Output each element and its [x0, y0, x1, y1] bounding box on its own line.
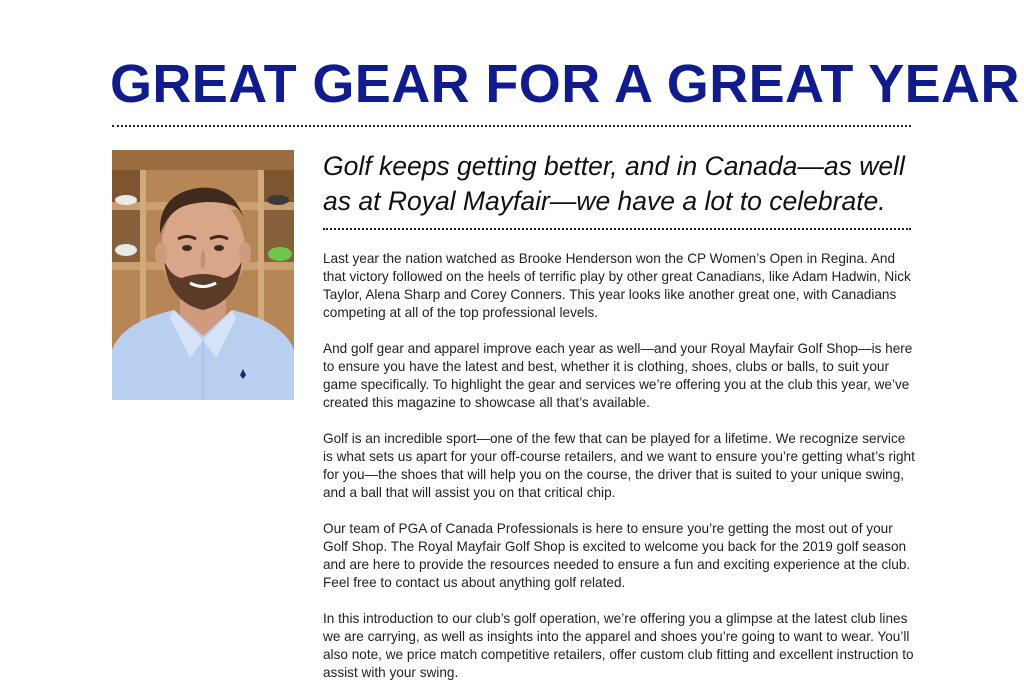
lede-divider — [323, 228, 911, 230]
body-paragraph: In this introduction to our club’s golf operation, we’re offering you a glimpse at the latest club lines we are carrying, as well as insights into the apparel and shoes you’re going to want to wear. You’ll also note, we price match competitive retailers, offer custom club fitting and excellent instruction to assist with your swing. — [323, 611, 914, 680]
author-photo — [112, 150, 294, 400]
title-divider — [112, 125, 911, 127]
body-paragraph: And golf gear and apparel improve each year as well—and your Royal Mayfair Golf Shop—is here to ensure you have the latest and best, whether it is clothing, shoes, clubs or balls, to suit your game specifically. To highlight the gear and services we’re offering you at the club this year, we’ve created this magazine to showcase all that’s available. — [323, 341, 913, 410]
page-title: GREAT GEAR FOR A GREAT YEAR — [110, 54, 1020, 114]
body-paragraph: Our team of PGA of Canada Professionals is here to ensure you’re getting the most out of your Golf Shop. The Royal Mayfair Golf Shop is excited to welcome you back for the 2019 golf season and are here to provide the resources needed to ensure a fun and exciting experience at the club. Feel free to contact us about anything golf related. — [323, 521, 911, 590]
article-body — [323, 250, 915, 700]
body-paragraph: Golf is an incredible sport—one of the few that can be played for a lifetime. We recognize service is what sets us apart for your off-course retailers, and we want to ensure you’re getting what’s right for you—the shoes that will help you on the course, the driver that is suited to your unique swing, and a ball that will assist you on that critical chip. — [323, 431, 915, 500]
lede-text: Golf keeps getting better, and in Canada—as well as at Royal Mayfair—we have a lot to celebrate. — [323, 151, 905, 216]
body-paragraph: Last year the nation watched as Brooke Henderson won the CP Women’s Open in Regina. And that victory followed on the heels of terrific play by other great Canadians, like Adam Hadwin, Nick Taylor, Alena Sharp and Corey Conners. This year looks like another great one, with Canadians competing at all of the top professional levels. — [323, 251, 911, 320]
